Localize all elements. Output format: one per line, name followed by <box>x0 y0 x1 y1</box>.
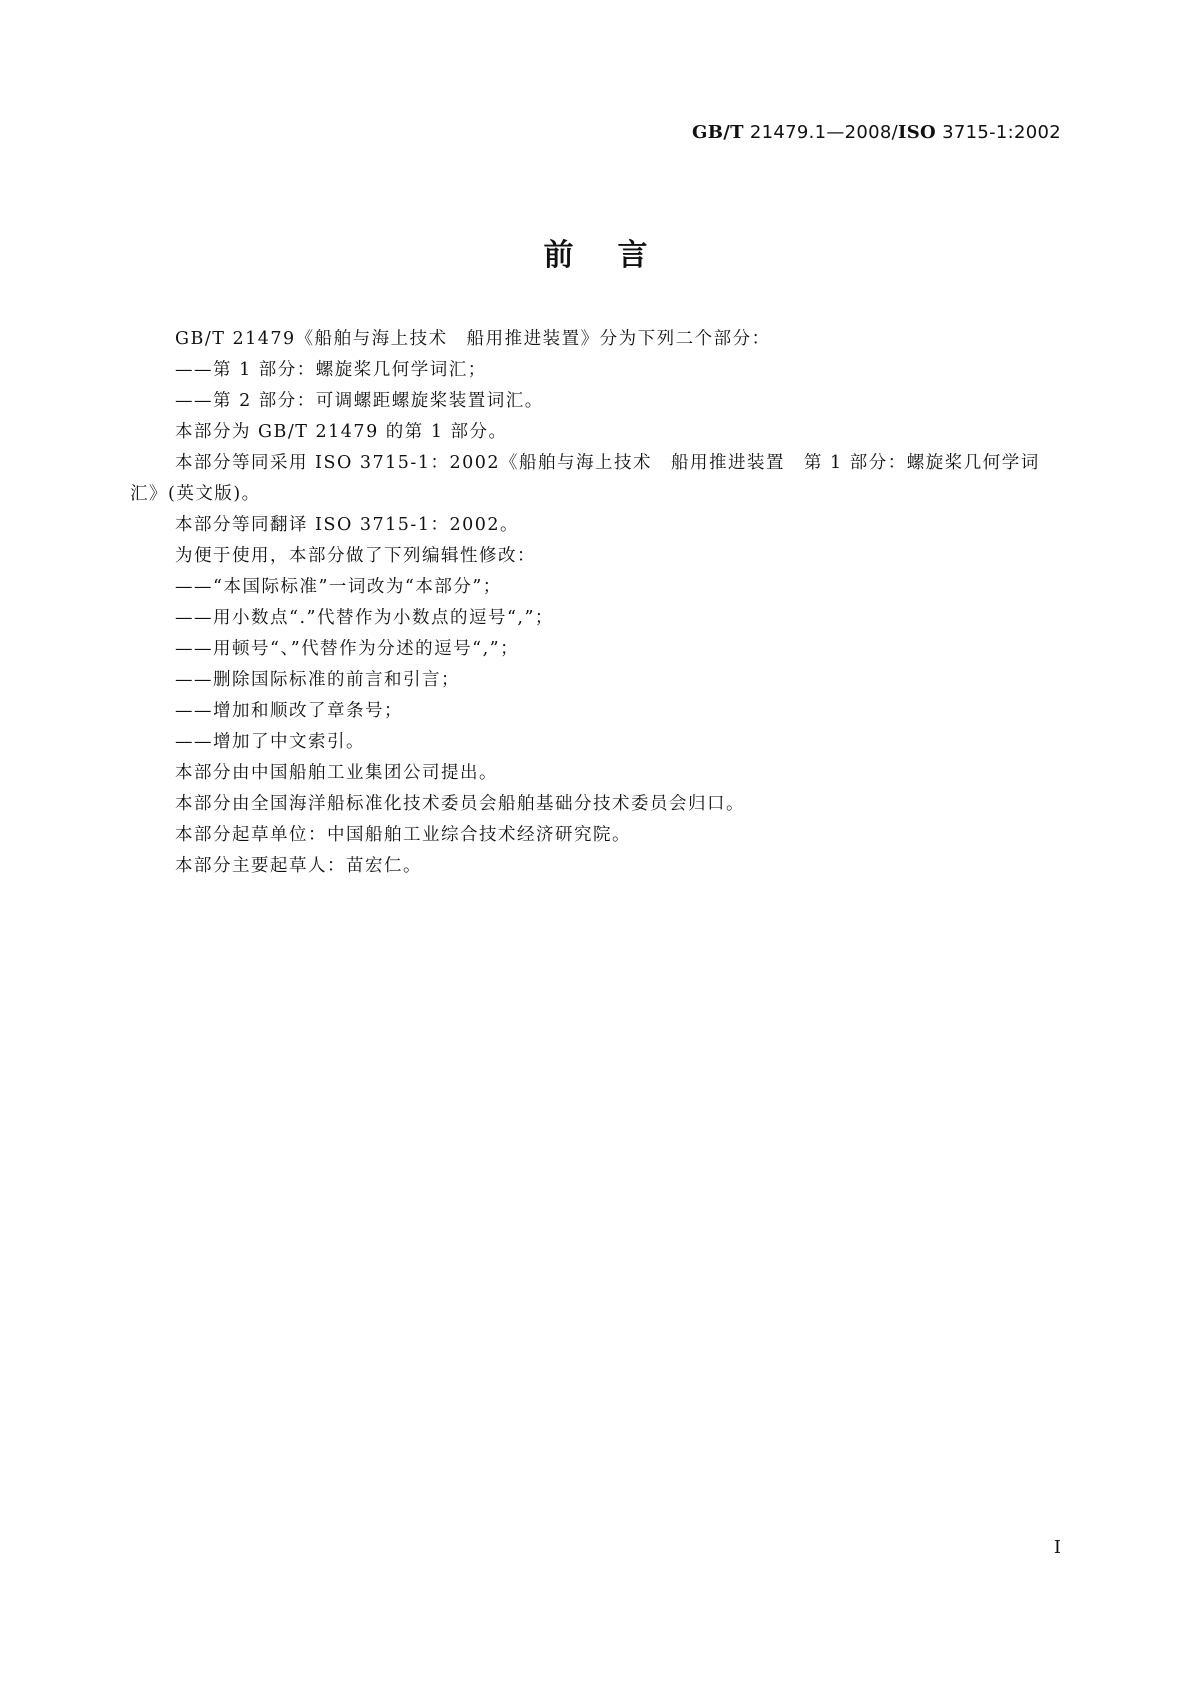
list-item-edit-6: ——增加了中文索引。 <box>175 732 365 752</box>
paragraph-translation: 本部分等同翻译 ISO 3715-1：2002。 <box>175 515 519 535</box>
list-item-edit-4: ——删除国际标准的前言和引言； <box>175 670 460 690</box>
list-item-edit-2: ——用小数点“.”代替作为小数点的逗号“,”； <box>175 608 554 628</box>
standard-number-header <box>692 122 1061 143</box>
foreword-body <box>130 324 1062 882</box>
iso-number: 3715-1:2002 <box>942 122 1061 143</box>
standard-number: 21479.1—2008/ <box>749 122 899 143</box>
paragraph-proposer: 本部分由中国船舶工业集团公司提出。 <box>175 763 498 783</box>
paragraph-drafters: 本部分主要起草人：苗宏仁。 <box>175 856 422 876</box>
paragraph-drafting-unit: 本部分起草单位：中国船舶工业综合技术经济研究院。 <box>175 825 631 845</box>
list-item-edit-1: ——“本国际标准”一词改为“本部分”； <box>175 577 502 597</box>
page-title: 前言 <box>543 238 692 273</box>
iso-prefix: ISO <box>898 122 937 143</box>
list-item-part-1: ——第 1 部分：螺旋桨几何学词汇； <box>175 360 487 380</box>
list-item-part-2: ——第 2 部分：可调螺距螺旋桨装置词汇。 <box>175 391 544 411</box>
list-item-edit-3: ——用顿号“、”代替作为分述的逗号“,”； <box>175 639 520 659</box>
standard-prefix: GB/T <box>692 122 744 143</box>
paragraph-edits-intro: 为便于使用，本部分做了下列编辑性修改： <box>175 546 536 566</box>
page-number: I <box>1053 1537 1061 1558</box>
paragraph-equivalence: 本部分等同采用 ISO 3715-1：2002《船舶与海上技术 船用推进装置 第 1 部分：螺旋桨几何学词汇》(英文版)。 <box>130 453 1040 504</box>
list-item-edit-5: ——增加和顺改了章条号； <box>175 701 403 721</box>
paragraph-parts-intro: GB/T 21479《船舶与海上技术 船用推进装置》分为下列二个部分： <box>175 329 771 349</box>
paragraph-part-statement: 本部分为 GB/T 21479 的第 1 部分。 <box>175 422 508 442</box>
paragraph-responsible-committee: 本部分由全国海洋船标准化技术委员会船舶基础分技术委员会归口。 <box>175 794 745 814</box>
